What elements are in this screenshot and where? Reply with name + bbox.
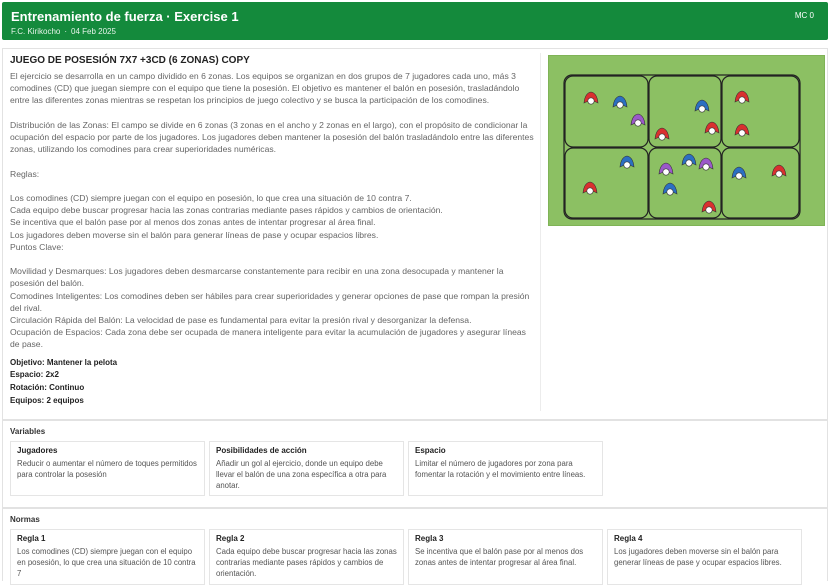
rule-title: Regla 1 bbox=[17, 534, 46, 543]
player-red-17 bbox=[702, 201, 716, 213]
rule-card-3 bbox=[408, 529, 603, 585]
player-purple-3 bbox=[631, 114, 645, 126]
rule-card-1 bbox=[10, 529, 205, 585]
player-blue-12 bbox=[682, 154, 696, 166]
variable-title: Jugadores bbox=[17, 446, 58, 455]
variable-card-3 bbox=[408, 441, 603, 496]
variable-text: Añadir un gol al ejercicio, donde un equipo debe llevar el balón de una zona específica a otra para anotar. bbox=[216, 459, 387, 490]
variables-section bbox=[2, 420, 828, 508]
player-blue-2 bbox=[613, 96, 627, 108]
player-red-4 bbox=[655, 128, 669, 140]
rule-title: Regla 4 bbox=[614, 534, 643, 543]
variable-card-1 bbox=[10, 441, 205, 496]
player-red-7 bbox=[705, 122, 719, 134]
normas-section bbox=[2, 508, 828, 581]
player-blue-13 bbox=[732, 167, 746, 179]
divider bbox=[540, 53, 541, 411]
rule-text: Los jugadores deben moverse sin el balón para generar líneas de pase y ocupar espacios libres. bbox=[614, 547, 782, 567]
exercise-diagram bbox=[548, 55, 825, 226]
variables-title: Variables bbox=[10, 427, 46, 436]
session-date: 04 Feb 2025 bbox=[71, 27, 116, 36]
meta-teams: Equipos: 2 equipos bbox=[10, 396, 84, 406]
rule-text: Se incentiva que el balón pase por al menos dos zonas antes de intentar progresar al área final. bbox=[415, 547, 584, 567]
zone-3 bbox=[722, 76, 799, 147]
exercise-description-panel bbox=[10, 55, 536, 408]
variable-title: Posibilidades de acción bbox=[216, 446, 307, 455]
player-red-6 bbox=[735, 91, 749, 103]
variable-title: Espacio bbox=[415, 446, 446, 455]
player-purple-11 bbox=[699, 158, 713, 170]
club-name: F.C. Kirikocho bbox=[11, 27, 61, 36]
meta-objective: Objetivo: Mantener la pelota bbox=[10, 357, 118, 367]
exercise-meta bbox=[10, 357, 536, 408]
meta-rotation: Rotación: Continuo bbox=[10, 383, 85, 393]
rule-title: Regla 3 bbox=[415, 534, 444, 543]
players-layer bbox=[583, 91, 786, 213]
normas-title: Normas bbox=[10, 515, 40, 524]
player-purple-10 bbox=[659, 163, 673, 175]
page-title: Entrenamiento de fuerza · Exercise 1 bbox=[11, 9, 239, 24]
rule-title: Regla 2 bbox=[216, 534, 245, 543]
player-red-1 bbox=[584, 92, 598, 104]
session-code: MC 0 bbox=[794, 11, 814, 20]
player-blue-9 bbox=[620, 156, 634, 168]
variable-text: Limitar el número de jugadores por zona para fomentar la rotación y el movimiento entre líneas. bbox=[415, 459, 586, 479]
rule-text: Los comodines (CD) siempre juegan con el equipo en posesión, lo que crea una situación de 10 contra 7 bbox=[17, 547, 196, 578]
rule-text: Cada equipo debe buscar progresar hacia las zonas contrarias mediante pases rápidos y cambios de orientación. bbox=[216, 547, 397, 578]
player-red-8 bbox=[735, 124, 749, 136]
zone-4 bbox=[565, 148, 648, 218]
page-subtitle bbox=[11, 27, 116, 36]
field-diagram-svg bbox=[549, 56, 826, 227]
exercise-title: JUEGO DE POSESIÓN 7X7 +3CD (6 ZONAS) COPY bbox=[10, 55, 250, 66]
subtitle-separator: · bbox=[64, 27, 68, 36]
player-red-14 bbox=[772, 165, 786, 177]
zone-1 bbox=[565, 76, 648, 147]
rule-card-2 bbox=[209, 529, 404, 585]
variable-card-2 bbox=[209, 441, 404, 496]
player-blue-16 bbox=[663, 183, 677, 195]
exercise-card bbox=[2, 48, 828, 420]
meta-space: Espacio: 2x2 bbox=[10, 370, 59, 380]
app-header bbox=[2, 2, 828, 40]
variable-text: Reducir o aumentar el número de toques permitidos para controlar la posesión bbox=[17, 459, 197, 479]
player-red-15 bbox=[583, 182, 597, 194]
exercise-description: El ejercicio se desarrolla en un campo dividido en 6 zonas. Los equipos se organizan en dos grupos de 7 jugadores cada uno, más 3 comodines (CD) que juegan siempre con el equipo que tiene la posesión. El objetivo es mantener el balón en posesión, trasladándolo entre las diferentes zonas mientras se respetan los principios de juego colectivo y se busca la participación de los comodines. Distribución de las Zonas: El campo se divide en 6 zonas (3 zonas en el ancho y 2 zonas en el largo), con el propósito de condicionar la ocupación del espacio por parte de los jugadores. Los jugadores deben mantener la posesión del balón trasladándolo entre las diferentes zonas, utilizando los comodines para crear superioridades numéricas. Reglas: Los comodines (CD) siempre juegan con el equipo en posesión, lo que crea una situación de 10 contra 7. Cada equipo debe buscar progresar hacia las zonas contrarias mediante pases rápidos y cambios de orientación. Se incentiva que el balón pase por al menos dos zonas antes de intentar progresar al área final. Los jugadores deben moverse sin el balón para generar líneas de pase y ocupar espacios libres. Puntos Clave: Movilidad y Desmarques: Los jugadores deben desmarcarse constantemente para recibir en una zona desocupada y mantener la posesión del balón. Comodines Inteligentes: Los comodines deben ser hábiles para crear superioridades y generar opciones de pase que rompan la presión del rival. Circulación Rápida del Balón: La velocidad de pase es fundamental para evitar la presión rival y desorganizar la defensa. Ocupación de Espacios: Cada zona debe ser ocupada de manera inteligente para evitar la acumulación de jugadores y asegurar líneas de pase. bbox=[10, 71, 534, 350]
zone-6 bbox=[722, 148, 799, 218]
rule-card-4 bbox=[607, 529, 802, 585]
player-blue-5 bbox=[695, 100, 709, 112]
